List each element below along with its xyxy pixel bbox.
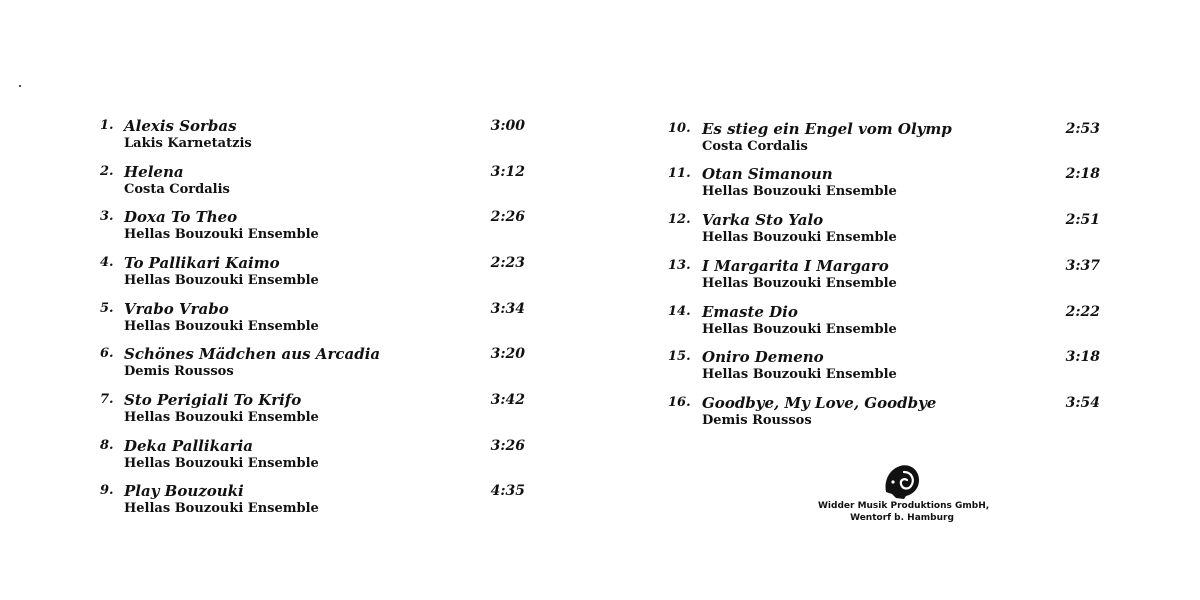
track-duration: 3:00 — [490, 118, 525, 134]
track-item — [668, 164, 1100, 204]
track-number: 7. — [100, 392, 114, 407]
track-duration: 4:35 — [490, 483, 525, 499]
track-duration: 2:51 — [1065, 212, 1100, 228]
track-duration: 2:26 — [490, 209, 525, 225]
track-number: 1. — [100, 118, 114, 133]
track-title: Play Bouzouki — [124, 482, 244, 500]
track-item — [100, 344, 525, 384]
track-item — [100, 162, 525, 202]
track-duration: 2:53 — [1065, 121, 1100, 137]
track-duration: 3:54 — [1065, 395, 1100, 411]
track-artist: Hellas Bouzouki Ensemble — [702, 230, 897, 245]
track-duration: 3:18 — [1065, 349, 1100, 365]
track-title: Es stieg ein Engel vom Olymp — [702, 120, 952, 138]
track-title: Sto Perigiali To Krifo — [124, 391, 302, 409]
track-duration: 3:12 — [490, 164, 525, 180]
track-title: I Margarita I Margaro — [702, 257, 889, 275]
track-duration: 3:34 — [490, 301, 525, 317]
track-item — [100, 253, 525, 293]
track-item — [100, 436, 525, 476]
track-item — [100, 390, 525, 430]
track-title: Goodbye, My Love, Goodbye — [702, 394, 937, 412]
track-number: 15. — [668, 349, 691, 364]
ram-head-icon — [882, 462, 922, 500]
track-title: Helena — [124, 163, 184, 181]
track-artist: Hellas Bouzouki Ensemble — [702, 367, 897, 382]
record-label — [818, 462, 990, 524]
track-title: Deka Pallikaria — [124, 437, 254, 455]
track-number: 2. — [100, 164, 114, 179]
track-number: 9. — [100, 483, 114, 498]
scan-speck — [19, 85, 21, 87]
track-title: Alexis Sorbas — [124, 117, 237, 135]
track-item — [100, 207, 525, 247]
track-item — [668, 393, 1100, 433]
track-title: Doxa To Theo — [124, 208, 238, 226]
track-artist: Hellas Bouzouki Ensemble — [124, 501, 319, 516]
track-artist: Hellas Bouzouki Ensemble — [124, 227, 319, 242]
track-artist: Hellas Bouzouki Ensemble — [702, 276, 897, 291]
track-duration: 3:26 — [490, 438, 525, 454]
track-item — [100, 481, 525, 521]
track-artist: Lakis Karnetatzis — [124, 136, 252, 151]
track-item — [668, 119, 1100, 159]
track-number: 12. — [668, 212, 691, 227]
track-number: 3. — [100, 209, 114, 224]
track-number: 4. — [100, 255, 114, 270]
track-number: 11. — [668, 166, 691, 181]
track-title: Oniro Demeno — [702, 348, 824, 366]
track-number: 14. — [668, 304, 691, 319]
track-duration: 3:37 — [1065, 258, 1100, 274]
track-artist: Hellas Bouzouki Ensemble — [702, 322, 897, 337]
track-number: 13. — [668, 258, 691, 273]
track-item — [668, 256, 1100, 296]
track-item — [668, 210, 1100, 250]
track-item — [100, 116, 525, 156]
track-title: Varka Sto Yalo — [702, 211, 824, 229]
track-number: 8. — [100, 438, 114, 453]
track-artist: Costa Cordalis — [702, 139, 808, 154]
track-number: 10. — [668, 121, 691, 136]
track-title: To Pallikari Kaimo — [124, 254, 280, 272]
label-company: Widder Musik Produktions GmbH, — [818, 501, 990, 511]
label-location: Wentorf b. Hamburg — [850, 513, 954, 523]
track-artist: Demis Roussos — [702, 413, 812, 428]
track-number: 16. — [668, 395, 691, 410]
track-title: Vrabo Vrabo — [124, 300, 229, 318]
track-item — [668, 302, 1100, 342]
track-artist: Demis Roussos — [124, 364, 234, 379]
track-artist: Hellas Bouzouki Ensemble — [124, 410, 319, 425]
track-number: 6. — [100, 346, 114, 361]
track-artist: Hellas Bouzouki Ensemble — [124, 273, 319, 288]
track-item — [100, 299, 525, 339]
track-duration: 2:18 — [1065, 166, 1100, 182]
track-artist: Costa Cordalis — [124, 182, 230, 197]
track-duration: 2:23 — [490, 255, 525, 271]
track-title: Schönes Mädchen aus Arcadia — [124, 345, 381, 363]
track-duration: 2:22 — [1065, 304, 1100, 320]
track-title: Otan Simanoun — [702, 165, 833, 183]
track-duration: 3:42 — [490, 392, 525, 408]
track-number: 5. — [100, 301, 114, 316]
track-title: Emaste Dio — [702, 303, 798, 321]
track-artist: Hellas Bouzouki Ensemble — [702, 184, 897, 199]
track-artist: Hellas Bouzouki Ensemble — [124, 456, 319, 471]
track-duration: 3:20 — [490, 346, 525, 362]
track-artist: Hellas Bouzouki Ensemble — [124, 319, 319, 334]
track-item — [668, 347, 1100, 387]
